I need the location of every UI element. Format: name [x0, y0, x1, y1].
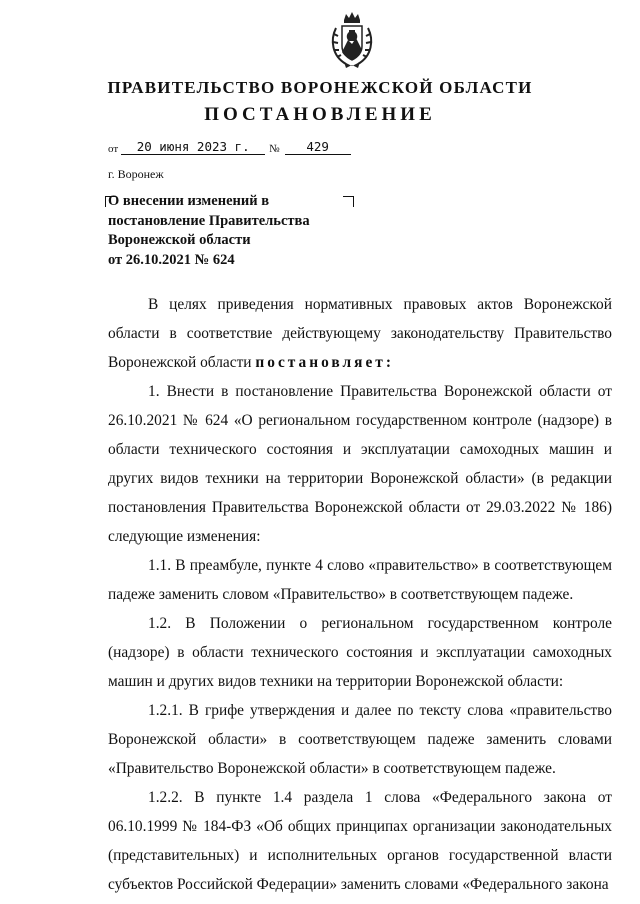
number-label: № [269, 143, 280, 155]
clause-1-1: 1.1. В преамбуле, пункте 4 слово «правительство» в соответствующем падеже заменить словом «Правительство» в соответствующем падеже. [108, 557, 612, 603]
subject-line: О внесении изменений в [108, 193, 270, 209]
resolution-word: постановляет: [255, 354, 394, 371]
org-title: ПРАВИТЕЛЬСТВО ВОРОНЕЖСКОЙ ОБЛАСТИ [107, 78, 533, 97]
city: г. Воронеж [108, 167, 164, 181]
document-subject [108, 192, 348, 270]
subject-line: постановление Правительства [108, 212, 310, 229]
clause-1-2-2: 1.2.2. В пункте 1.4 раздела 1 слова «Федерального закона от 06.10.1999 № 184-ФЗ «Об общих принципах организации законодательных (представительных) и исполнительных органов государственной власти субъектов Российской Федерации» заменить словами «Федерального закона [108, 789, 612, 893]
number-value: 429 [285, 140, 351, 155]
document-meta [108, 140, 351, 155]
document-body [108, 290, 612, 899]
subject-line: Воронежской области [108, 232, 251, 248]
document-type: ПОСТАНОВЛЕНИЕ [204, 104, 436, 125]
coat-of-arms-icon [328, 10, 376, 70]
preamble-paragraph [108, 290, 612, 377]
clause-1-2: 1.2. В Положении о региональном государственном контроле (надзоре) в области технического состояния и эксплуатации самоходных машин и других видов техники на территории Воронежской области: [108, 615, 612, 690]
clause-1: 1. Внести в постановление Правительства Воронежской области от 26.10.2021 № 624 «О региональном государственном контроле (надзоре) в области технического состояния и эксплуатации самоходных машин и других видов техники на территории Воронежской области» (в редакции постановления Правительства Воронежской области от 29.03.2022 № 186) следующие изменения: [108, 383, 612, 545]
clause-1-2-1: 1.2.1. В грифе утверждения и далее по тексту слова «правительство Воронежской области» в соответствующем падеже заменить словами «Правительство Воронежской области» в соответствующем падеже. [108, 702, 612, 777]
subject-line: от 26.10.2021 № 624 [108, 251, 235, 268]
date-label: от [108, 143, 119, 155]
date-value: 20 июня 2023 г. [121, 140, 265, 155]
preamble-text: В целях приведения нормативных правовых актов Воронежской области в соответствие действующему законодательству Правительство Воронежской области [108, 296, 612, 371]
